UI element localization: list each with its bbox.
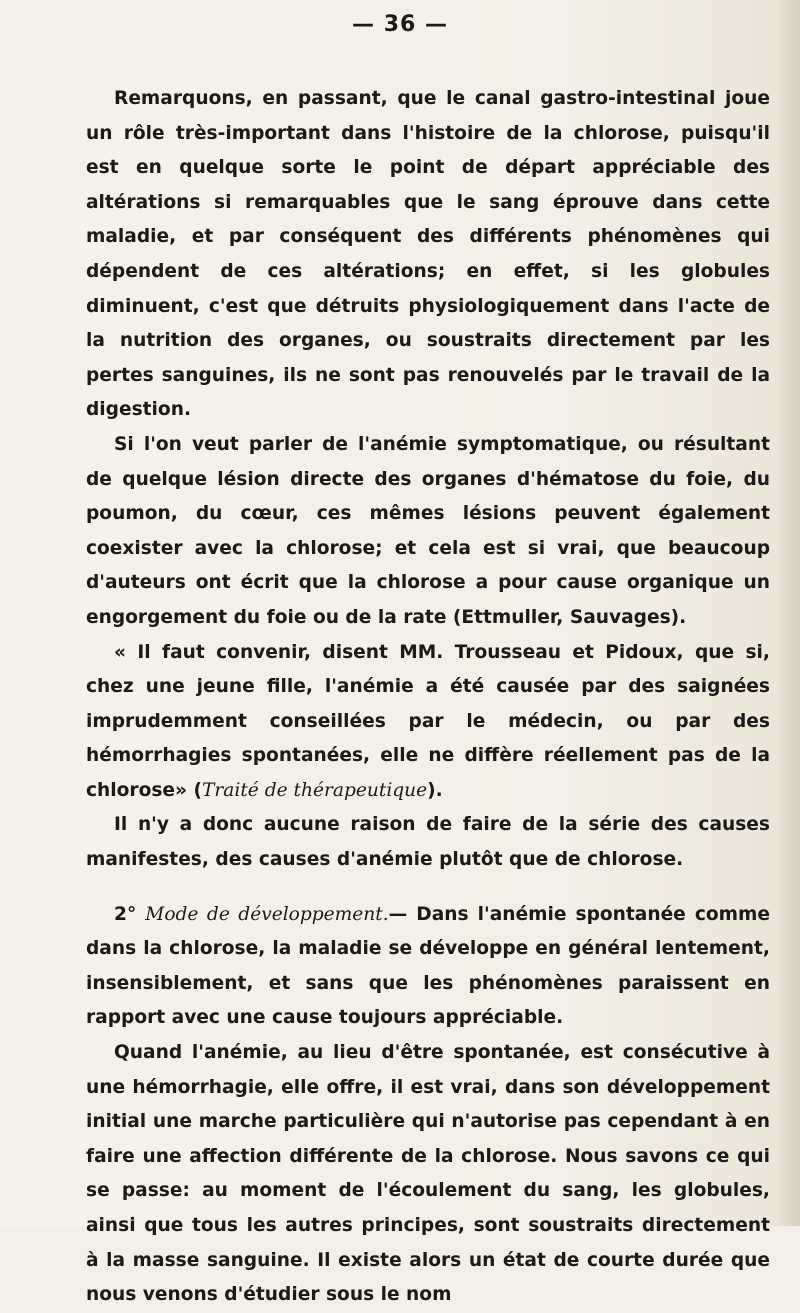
quote-text: « Il faut convenir, disent MM. Trousseau et Pidoux, que si, chez une jeune fille, l'anémie a été causée par des saignées imprudemment conseillées par le médecin, ou par des hémorrhagies spontanées, elle ne diffère réellement pas de la chlorose» ( [86, 641, 770, 801]
paragraph-trousseau-pidoux-quote [86, 636, 770, 809]
paragraph-causes-manifestes: Il n'y a donc aucune raison de faire de la série des causes manifestes, des causes d'anémie plutôt que de chlorose. [86, 814, 770, 871]
section-mode-developpement [86, 898, 770, 1036]
quote-closing: ). [427, 779, 443, 801]
page-number: — 36 — [352, 12, 448, 37]
paragraph-anemie-consecutive: Quand l'anémie, au lieu d'être spontanée, est consécutive à une hémorrhagie, elle offre, il est vrai, dans son développement initial une marche particulière qui n'autorise pas cependant à en faire une affection différente de la chlorose. Nous savons ce qui se passe: au moment de l'écoulement du sang, les globules, ainsi que tous les autres principes, sont soustraits directement à la masse sanguine. Il existe alors un état de courte durée que nous venons d'étudier sous le nom [86, 1042, 770, 1306]
page-edge-shadow [776, 0, 800, 1226]
section-text: — Dans l'anémie spontanée comme dans la chlorose, la maladie se développe en général lentement, insensiblement, et sans que les phénomènes paraissent en rapport avec une cause toujours appréciable. [86, 903, 770, 1029]
section-number: 2° [114, 903, 137, 925]
paragraph-anemie-symptomatique: Si l'on veut parler de l'anémie symptomatique, ou résultant de quelque lésion directe des organes d'hématose du foie, du poumon, du cœur, ces mêmes lésions peuvent également coexister avec la chlorose; et cela est si vrai, que beaucoup d'auteurs ont écrit que la chlorose a pour cause organique un engorgement du foie ou de la rate (Ettmuller, Sauvages). [86, 433, 770, 628]
page-body [86, 82, 770, 1313]
section-heading: Mode de développement. [145, 903, 389, 925]
book-title-citation: Traité de thérapeutique [202, 779, 428, 801]
paragraph-canal-gastro-intestinal: Remarquons, en passant, que le canal gastro-intestinal joue un rôle très-important dans l'histoire de la chlorose, puisqu'il est en quelque sorte le point de départ appréciable des altérations si remarquables que le sang éprouve dans cette maladie, et par conséquent des différents phénomènes qui dépendent de ces altérations; en effet, si les globules diminuent, c'est que détruits physiologiquement dans l'acte de la nutrition des organes, ou soustraits directement par les pertes sanguines, ils ne sont pas renouvelés par le travail de la digestion. [86, 88, 770, 421]
